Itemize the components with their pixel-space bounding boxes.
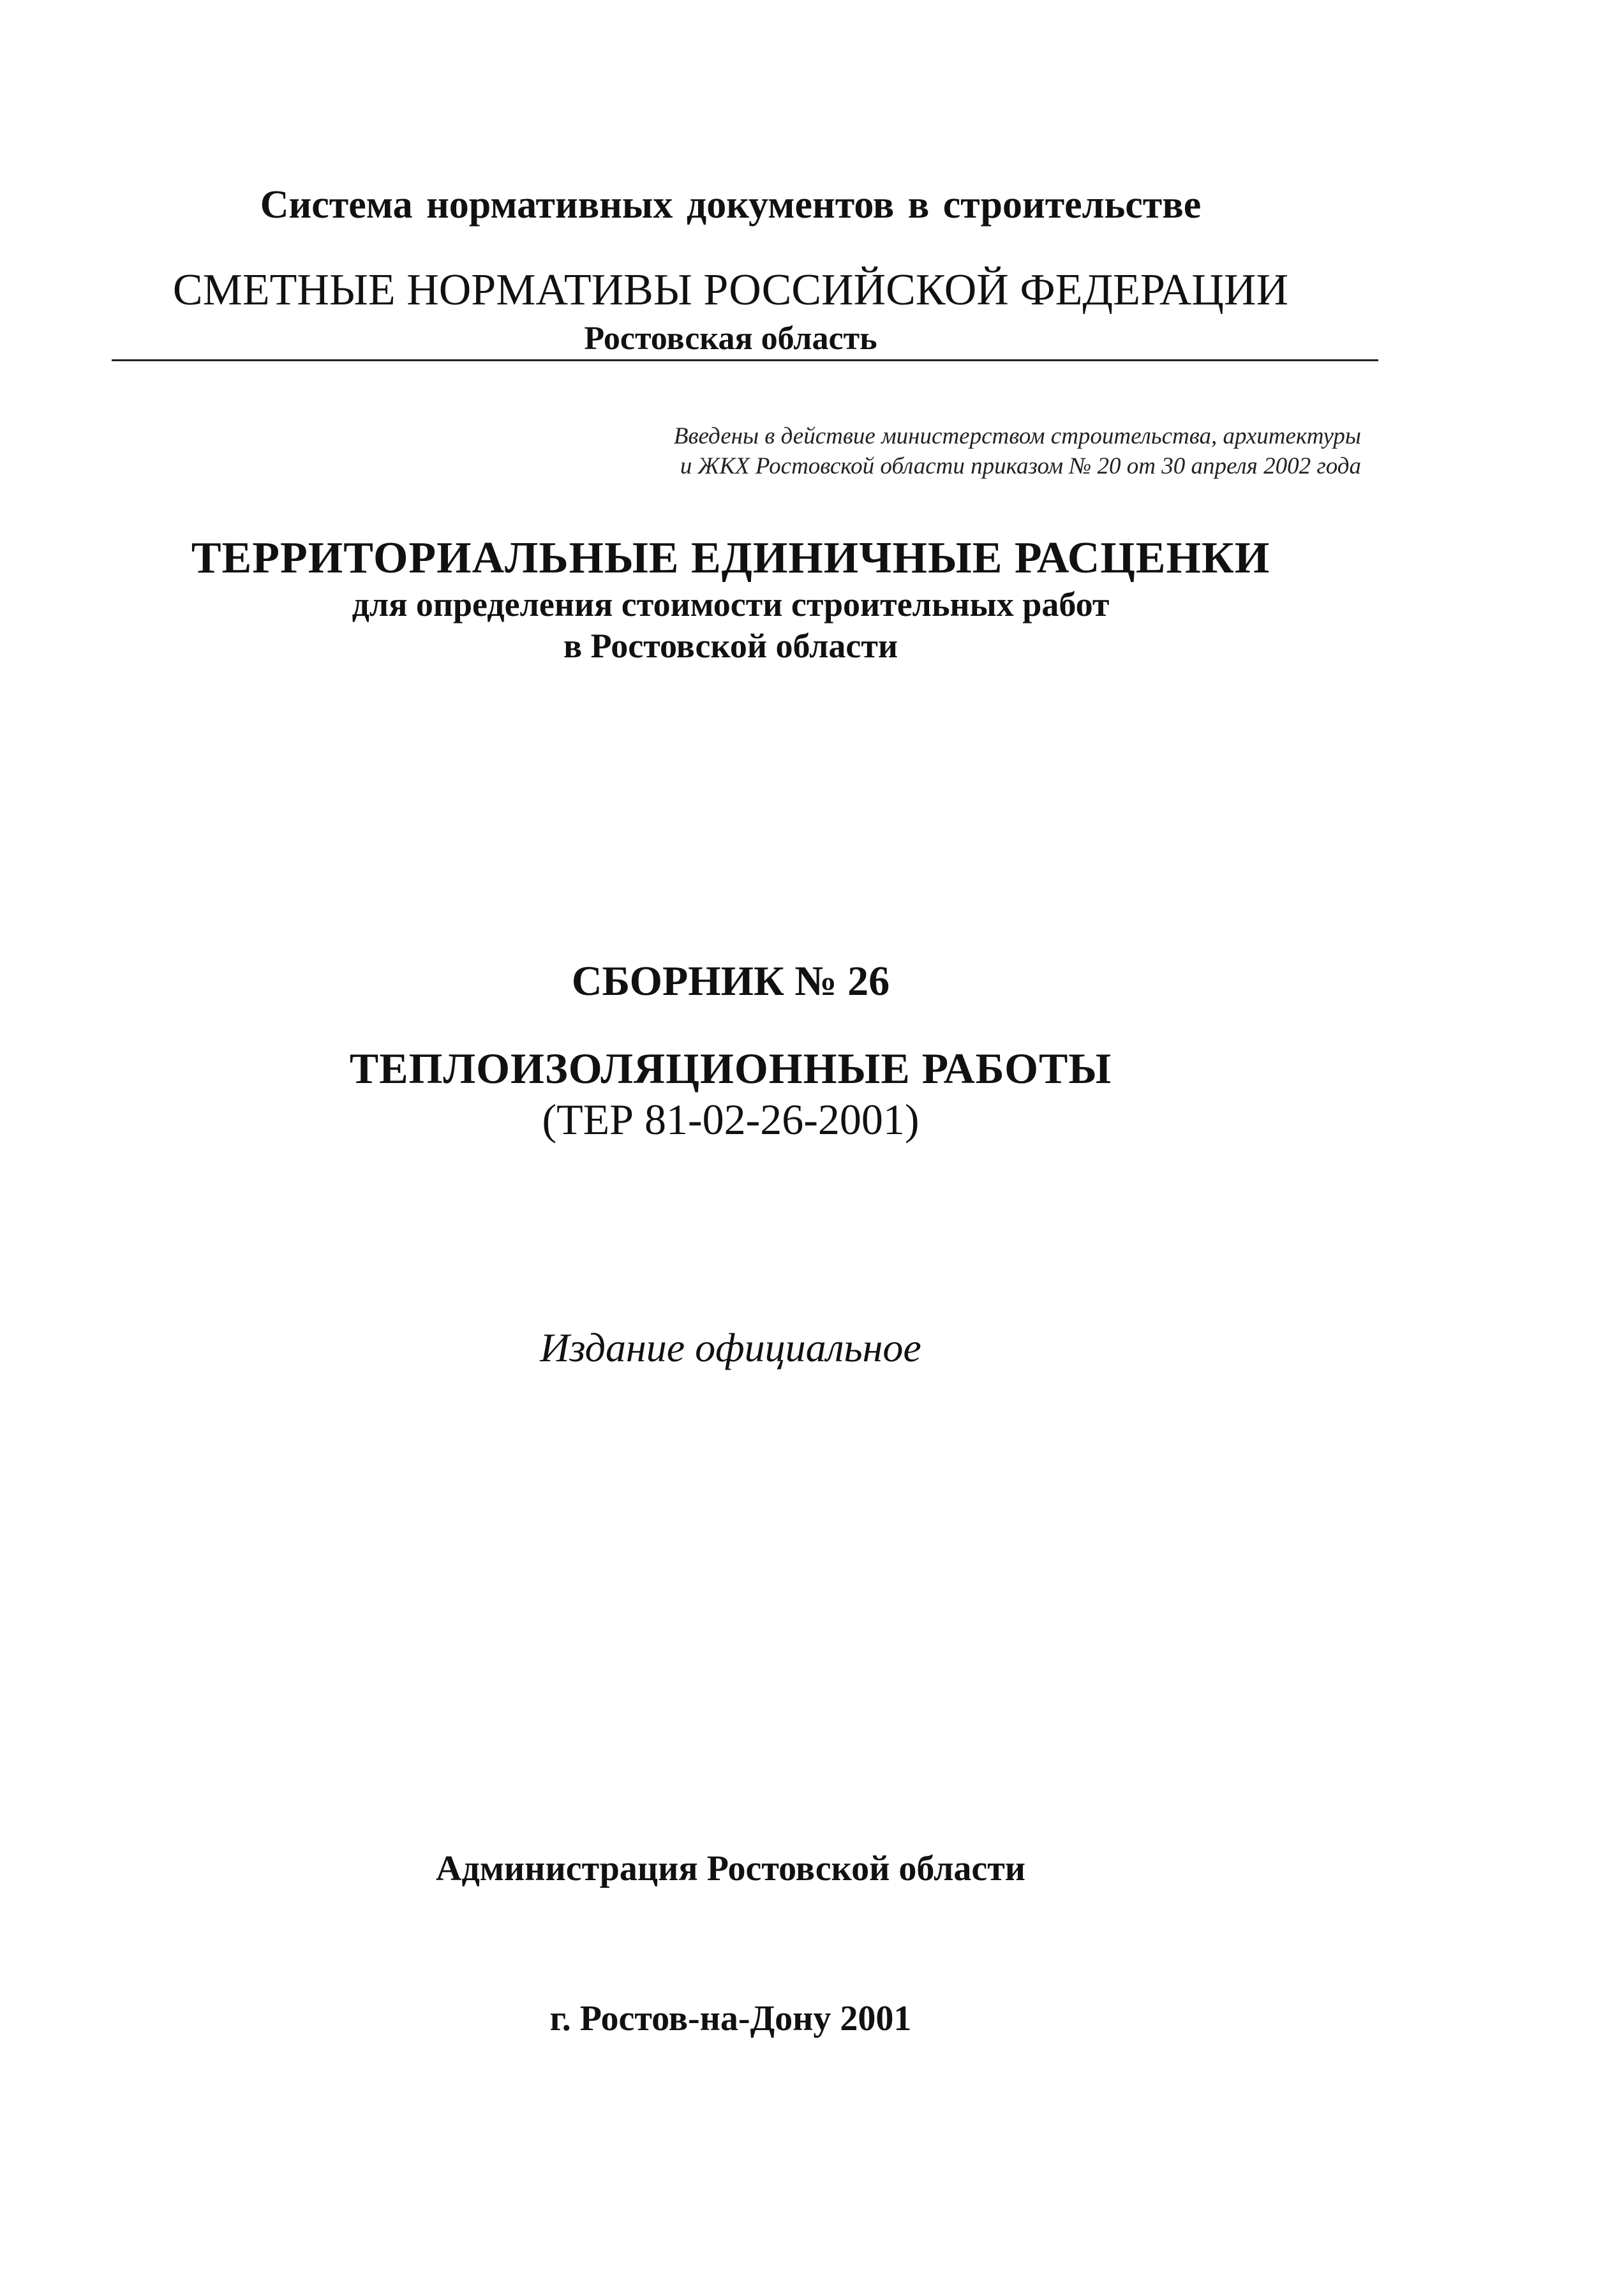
- decree-note-line-1: Введены в действие министерством строительства, архитектуры: [673, 423, 1361, 449]
- region-name: Ростовская область: [584, 320, 877, 357]
- city-and-year: г. Ростов-на-Дону 2001: [549, 1999, 912, 2038]
- header-divider: [112, 359, 1378, 361]
- works-title: ТЕПЛОИЗОЛЯЦИОННЫЕ РАБОТЫ: [349, 1044, 1112, 1093]
- territorial-rates-subtitle-line-2: в Ростовской области: [563, 627, 898, 665]
- system-title: Система нормативных документов в строительстве: [260, 183, 1202, 227]
- territorial-rates-subtitle-line-1: для определения стоимости строительных работ: [352, 585, 1110, 624]
- territorial-rates-title: ТЕРРИТОРИАЛЬНЫЕ ЕДИНИЧНЫЕ РАСЦЕНКИ: [191, 534, 1270, 583]
- official-edition-label: Издание официальное: [540, 1325, 921, 1370]
- document-code: (ТЕР 81-02-26-2001): [542, 1095, 920, 1144]
- collection-number: СБОРНИК № 26: [571, 958, 890, 1005]
- decree-note-line-2: и ЖКХ Ростовской области приказом № 20 от 30 апреля 2002 года: [680, 453, 1361, 479]
- estimate-norms-title: СМЕТНЫЕ НОРМАТИВЫ РОССИЙСКОЙ ФЕДЕРАЦИИ: [172, 265, 1289, 315]
- publisher: Администрация Ростовской области: [436, 1849, 1025, 1888]
